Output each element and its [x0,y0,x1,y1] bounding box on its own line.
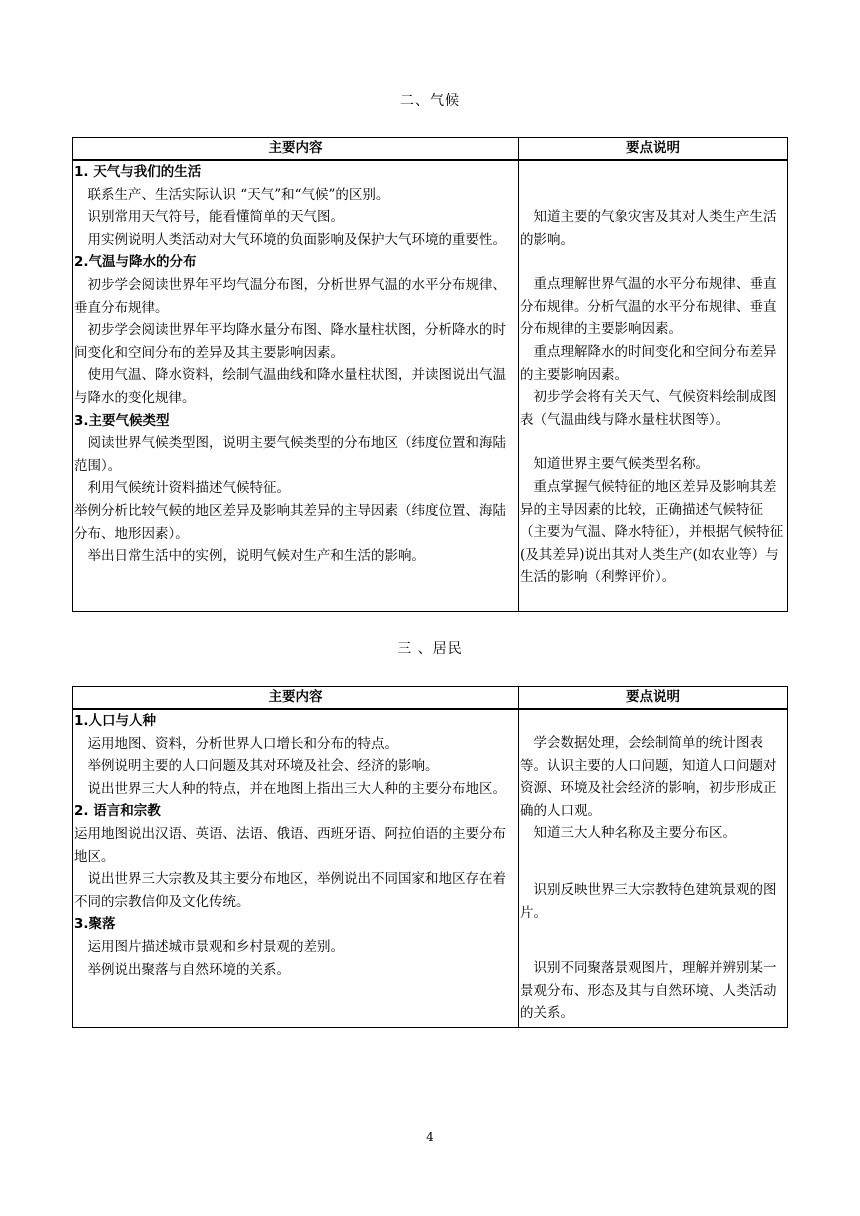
section-title-climate: 二、气候 [400,93,460,109]
climate-note: 知道主要的气象灾害及其对人类生产生活的影响。 [520,209,777,248]
climate-main-line: 初步学会阅读世界年平均降水量分布图、降水量柱状图，分析降水的时间变化和空间分布的差异及其主要影响因素。 [74,322,506,361]
climate-main-line: 初步学会阅读世界年平均气温分布图，分析世界气温的水平分布规律、垂直分布规律。 [74,276,506,316]
climate-main-heading-2: 2.气温与降水的分布 [74,254,197,271]
residents-table [72,686,788,1028]
residents-col-notes-header: 要点说明 [519,687,788,710]
climate-table [72,137,788,612]
climate-col-notes-header: 要点说明 [519,138,788,161]
climate-note: 重点掌握气候特征的地区差异及影响其差异的主导因素的比较，正确描述气候特征（主要为气温、降水特征），并根据气候特征(及其差异)说出其对人类生产(如农业等）与生活的影响（利弊评价）。 [520,478,784,586]
climate-col-main-header: 主要内容 [73,138,519,161]
residents-main-line: 举例说出聚落与自然环境的关系。 [87,961,290,978]
residents-main-line: 运用图片描述城市景观和乡村景观的差别。 [87,938,344,955]
climate-note: 知道世界主要气候类型名称。 [533,456,709,473]
climate-main-line: 举出日常生活中的实例，说明气候对生产和生活的影响。 [87,548,425,565]
residents-main-content-cell [73,709,519,1027]
residents-note: 识别不同聚落景观图片，理解并辨别某一景观分布、形态及其与自然环境、人类活动的关系。 [520,960,777,1022]
residents-note: 识别反映世界三大宗教特色建筑景观的图片。 [520,881,777,921]
climate-notes-cell [519,160,788,611]
residents-main-heading-2: 2. 语言和宗教 [74,803,161,820]
climate-main-line: 举例分析比较气候的地区差异及影响其差异的主导因素（纬度位置、海陆分布、地形因素）。 [74,502,506,542]
climate-main-heading-3: 3.主要气候类型 [74,412,170,429]
residents-main-line: 运用地图说出汉语、英语、法语、俄语、西班牙语、阿拉伯语的主要分布地区。 [74,825,506,865]
section-title-residents: 三 、居民 [397,641,463,657]
climate-note: 初步学会将有关天气、气候资料绘制成图表（气温曲线与降水量柱状图等）。 [520,389,777,428]
climate-main-line: 利用气候统计资料描述气候特征。 [87,480,290,497]
page-number: 4 [426,1130,434,1144]
climate-main-line: 使用气温、降水资料，绘制气温曲线和降水量柱状图，并读图说出气温与降水的变化规律。 [74,367,506,406]
residents-note: 知道三大人种名称及主要分布区。 [533,825,736,842]
climate-note: 重点理解世界气温的水平分布规律、垂直分布规律。分析气温的水平分布规律、垂直分布规律的主要影响因素。 [520,276,777,338]
climate-main-line: 识别常用天气符号，能看懂简单的天气图。 [87,209,344,226]
climate-note: 重点理解降水的时间变化和空间分布差异的主要影响因素。 [520,343,777,383]
residents-col-main-header: 主要内容 [73,687,519,710]
climate-main-line: 联系生产、生活实际认识 “天气”和“气候”的区别。 [87,186,390,203]
residents-main-line: 运用地图、资料，分析世界人口增长和分布的特点。 [87,735,398,752]
residents-main-heading-1: 1.人口与人种 [74,713,157,729]
residents-main-line: 说出世界三大人种的特点，并在地图上指出三大人种的主要分布地区。 [87,780,506,797]
residents-main-line: 说出世界三大宗教及其主要分布地区，举例说出不同国家和地区存在着不同的宗教信仰及文化传统。 [74,871,506,910]
residents-main-heading-3: 3.聚落 [74,916,116,933]
climate-main-content-cell [73,160,519,611]
climate-main-line: 阅读世界气候类型图，说明主要气候类型的分布地区（纬度位置和海陆范围）。 [74,435,506,474]
climate-main-line: 用实例说明人类活动对大气环境的负面影响及保护大气环境的重要性。 [87,231,506,248]
residents-note: 学会数据处理，会绘制简单的统计图表等。认识主要的人口问题，知道人口问题对资源、环境及社会经济的影响，初步形成正确的人口观。 [520,735,777,819]
climate-main-heading-1: 1. 天气与我们的生活 [74,164,202,180]
residents-main-line: 举例说明主要的人口问题及其对环境及社会、经济的影响。 [87,758,439,775]
residents-notes-cell [519,709,788,1027]
